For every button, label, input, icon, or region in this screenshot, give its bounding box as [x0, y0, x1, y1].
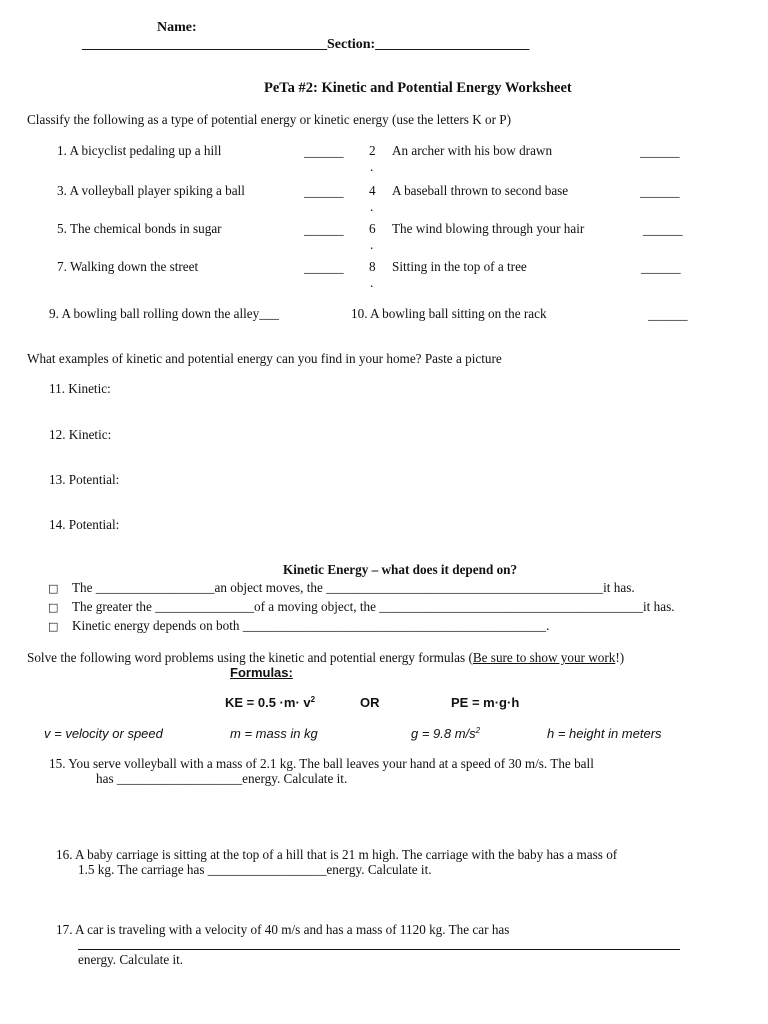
- ke-line-3: Kinetic energy depends on both ______________________________________________.: [72, 618, 550, 633]
- ke-formula: [225, 695, 315, 710]
- home-item-11: 11. Kinetic:: [49, 381, 111, 396]
- checkbox-icon: □: [48, 582, 59, 595]
- instruction-post: !): [615, 650, 625, 665]
- answer-blank-10[interactable]: ______: [648, 307, 688, 322]
- h-definition: h = height in meters: [547, 726, 662, 741]
- answer-blank-8[interactable]: ______: [641, 260, 681, 275]
- g-exponent: 2: [475, 726, 481, 735]
- ke-line-1: The __________________an object moves, the __________________________________________it has.: [72, 580, 635, 595]
- answer-blank-3[interactable]: ______: [304, 184, 344, 199]
- name-label: Name:: [157, 20, 197, 35]
- show-work-note: Be sure to show your work: [472, 650, 616, 665]
- item-8-number: 8: [369, 259, 376, 274]
- item-10: 10. A bowling ball sitting on the rack: [351, 306, 547, 321]
- page-title: PeTa #2: Kinetic and Potential Energy Worksheet: [264, 80, 572, 96]
- ke-exponent: 2: [310, 695, 316, 704]
- problem-15-line-1: 15. You serve volleyball with a mass of 2.1 kg. The ball leaves your hand at a speed of 30 m/s. The ball: [49, 756, 594, 771]
- pe-formula: PE = m·g·h: [451, 695, 520, 710]
- g-definition-text: g = 9.8 m/s: [411, 726, 476, 741]
- v-definition: v = velocity or speed: [44, 726, 163, 741]
- answer-blank-5[interactable]: ______: [304, 222, 344, 237]
- item-1: 1. A bicyclist pedaling up a hill: [57, 143, 222, 158]
- problems-instruction: [27, 650, 624, 666]
- item-6-number: 6: [369, 221, 376, 236]
- item-3: 3. A volleyball player spiking a ball: [57, 183, 245, 198]
- m-definition: m = mass in kg: [230, 726, 318, 741]
- item-8-dot: .: [370, 275, 374, 290]
- classify-instruction: Classify the following as a type of potential energy or kinetic energy (use the letters K or P): [27, 112, 512, 127]
- checkbox-icon: □: [48, 601, 59, 614]
- item-2: An archer with his bow drawn: [392, 143, 553, 158]
- problem-17-line-1: 17. A car is traveling with a velocity of 40 m/s and has a mass of 1120 kg. The car has: [56, 922, 510, 937]
- item-2-dot: .: [370, 159, 374, 174]
- problem-16-line-2: 1.5 kg. The carriage has __________________energy. Calculate it.: [78, 862, 432, 877]
- item-6-dot: .: [370, 237, 374, 252]
- problem-16-line-1: 16. A baby carriage is sitting at the top of a hill that is 21 m high. The carriage with the baby has a mass of: [56, 847, 618, 862]
- item-4-number: 4: [369, 183, 376, 198]
- answer-blank-7[interactable]: ______: [304, 260, 344, 275]
- problem-17-line-2: energy. Calculate it.: [78, 952, 184, 967]
- item-5: 5. The chemical bonds in sugar: [57, 221, 222, 236]
- instruction-pre: Solve the following word problems using the kinetic and potential energy formulas (: [27, 650, 473, 665]
- checkbox-icon: □: [48, 620, 59, 633]
- section-line[interactable]: ______________________: [375, 37, 530, 52]
- problem-17-answer-line[interactable]: [78, 949, 680, 950]
- ke-formula-text: KE = 0.5 ·m· v: [225, 695, 311, 710]
- answer-blank-4[interactable]: ______: [640, 184, 680, 199]
- ke-heading: Kinetic Energy – what does it depend on?: [283, 562, 518, 577]
- answer-blank-6[interactable]: ______: [643, 222, 683, 237]
- ke-line-2: The greater the _______________of a moving object, the ________________________________________it has.: [72, 599, 675, 614]
- answer-blank-2[interactable]: ______: [640, 144, 680, 159]
- item-4-dot: .: [370, 199, 374, 214]
- or-label: OR: [360, 695, 380, 710]
- item-4: A baseball thrown to second base: [392, 183, 569, 198]
- home-item-13: 13. Potential:: [49, 472, 120, 487]
- section-label: Section:: [327, 37, 376, 52]
- item-9: 9. A bowling ball rolling down the alley___: [49, 306, 280, 321]
- formulas-label: Formulas:: [230, 665, 293, 680]
- home-instruction: What examples of kinetic and potential energy can you find in your home? Paste a picture: [27, 351, 502, 366]
- home-item-14: 14. Potential:: [49, 517, 120, 532]
- item-7: 7. Walking down the street: [57, 259, 199, 274]
- item-8: Sitting in the top of a tree: [392, 259, 527, 274]
- item-2-number: 2: [369, 143, 376, 158]
- answer-blank-1[interactable]: ______: [304, 144, 344, 159]
- problem-15-line-2: has ___________________energy. Calculate it.: [96, 771, 348, 786]
- item-6: The wind blowing through your hair: [392, 221, 585, 236]
- name-line[interactable]: ___________________________________: [82, 37, 327, 52]
- home-item-12: 12. Kinetic:: [49, 427, 112, 442]
- g-definition: [411, 726, 480, 741]
- name-section-line: [82, 37, 529, 53]
